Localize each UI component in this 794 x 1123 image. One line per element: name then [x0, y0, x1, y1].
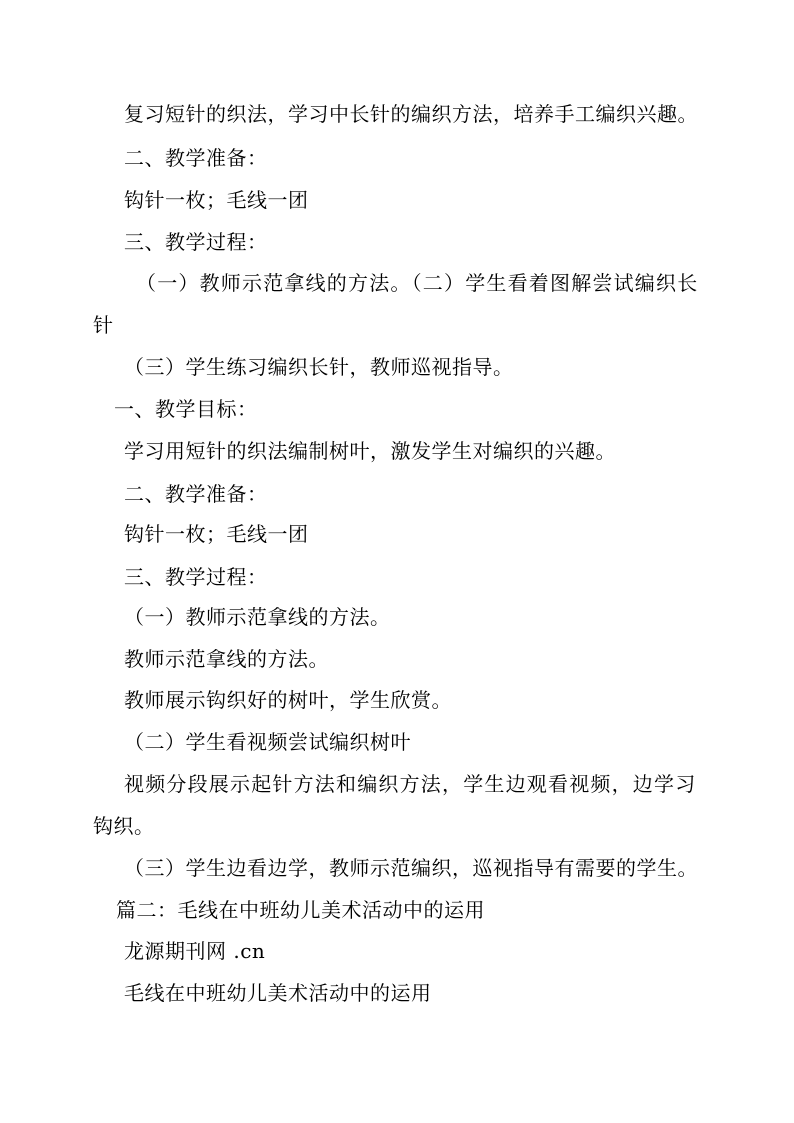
- paragraph-review-stitches: 复习短针的织法，学习中长针的编织方法，培养手工编织兴趣。: [124, 102, 698, 126]
- paragraph-step-one-two: （一）教师示范拿线的方法。（二）学生看着图解尝试编织长: [136, 271, 699, 295]
- paragraph-materials: 钩针一枚；毛线一团: [124, 188, 309, 212]
- paragraph-step-one-b: （一）教师示范拿线的方法。: [124, 605, 391, 629]
- paragraph-video-continuation: 钩织。: [93, 814, 155, 838]
- heading-teaching-process: 三、教学过程：: [124, 230, 268, 254]
- article-title: 毛线在中班幼儿美术活动中的运用: [124, 981, 432, 1005]
- paragraph-step-three-b: （三）学生边看边学，教师示范编织，巡视指导有需要的学生。: [124, 856, 698, 880]
- paragraph-materials-2: 钩针一枚；毛线一团: [124, 522, 309, 546]
- source-line: 龙源期刊网 .cn: [124, 939, 266, 963]
- paragraph-video-segments: 视频分段展示起针方法和编织方法，学生边观看视频，边学习: [124, 772, 697, 796]
- heading-part-two: 篇二：毛线在中班幼儿美术活动中的运用: [116, 898, 485, 922]
- heading-teaching-process-2: 三、教学过程：: [124, 565, 268, 589]
- paragraph-goal-leaves: 学习用短针的织法编制树叶，激发学生对编织的兴趣。: [124, 439, 616, 463]
- heading-teaching-preparation-2: 二、教学准备：: [124, 482, 268, 506]
- paragraph-step-continuation: 针: [93, 313, 114, 337]
- paragraph-show-leaves: 教师展示钩织好的树叶，学生欣赏。: [124, 688, 452, 712]
- paragraph-demo-thread: 教师示范拿线的方法。: [124, 647, 329, 671]
- paragraph-step-three: （三）学生练习编织长针，教师巡视指导。: [124, 355, 514, 379]
- paragraph-step-two-b: （二）学生看视频尝试编织树叶: [124, 730, 411, 754]
- heading-teaching-preparation: 二、教学准备：: [124, 146, 268, 170]
- heading-teaching-goals: 一、教学目标：: [114, 397, 258, 421]
